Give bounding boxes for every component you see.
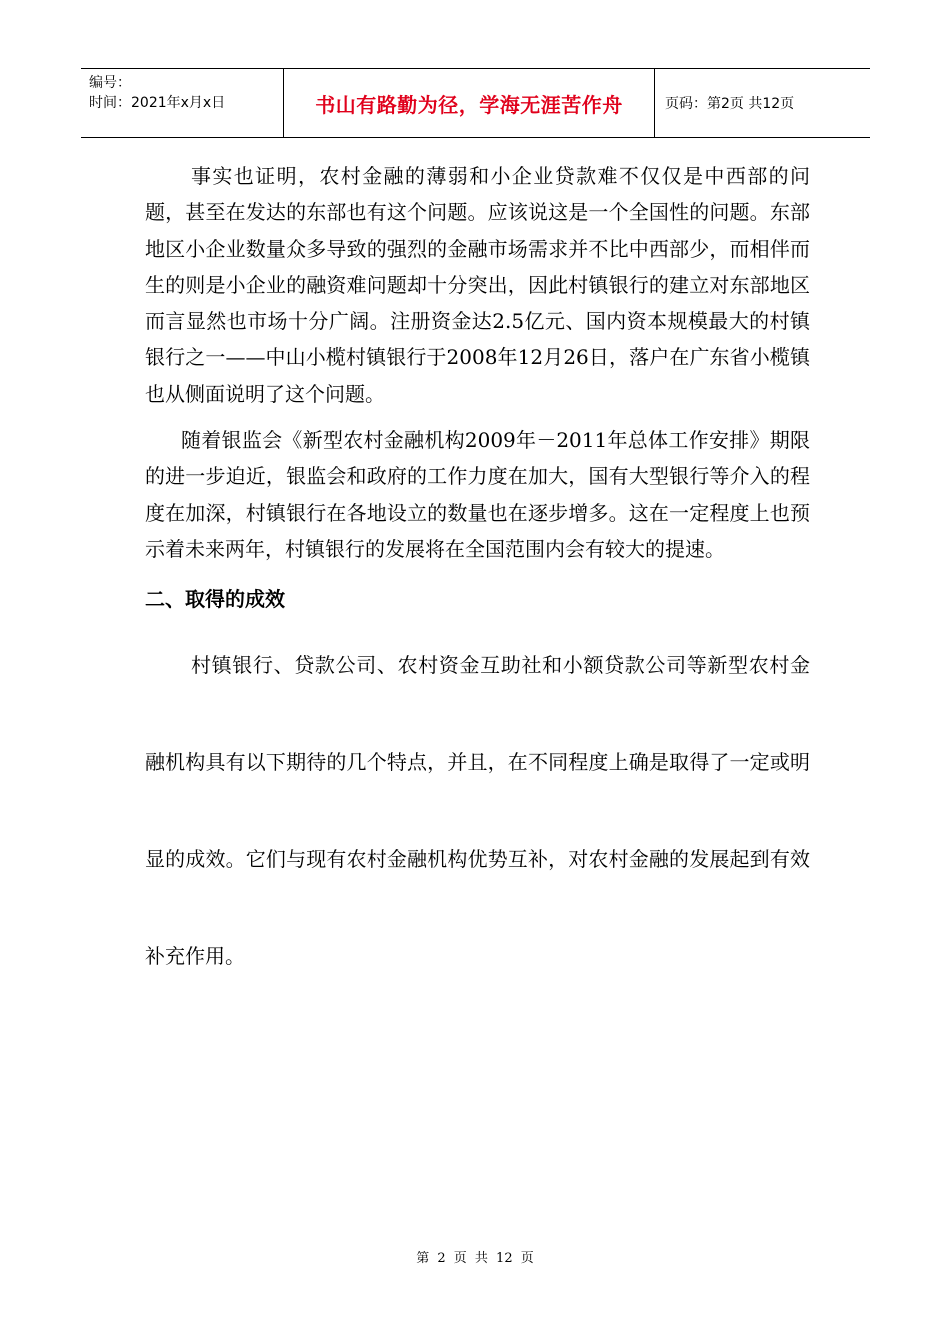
section-heading: 二、取得的成效 <box>145 587 285 612</box>
body-paragraph-2: 随着银监会《新型农村金融机构2009年－2011年总体工作安排》期限的进一步迫近，银监会和政府的工作力度在加大，国有大型银行等介入的程度在加深，村镇银行在各地设立的数量也在逐步增多。这在一定程度上也预示着未来两年，村镇银行的发展将在全国范围内会有较大的提速。 <box>145 428 810 561</box>
body-paragraph-1: 事实也证明，农村金融的薄弱和小企业贷款难不仅仅是中西部的问题，甚至在发达的东部也有这个问题。应该说这是一个全国性的问题。东部地区小企业数量众多导致的强烈的金融市场需求并不比中西部少，而相伴而生的则是小企业的融资难问题却十分突出，因此村镇银行的建立对东部地区而言显然也市场十分广阔。注册资金达2.5亿元、国内资本规模最大的村镇银行之一——中山小榄村镇银行于2008年12月26日，落户在广东省小榄镇也从侧面说明了这个问题。 <box>145 164 810 406</box>
document-body <box>145 158 810 1035</box>
page-header <box>81 68 870 138</box>
page-footer: 第 2 页 共 12 页 <box>416 1251 534 1266</box>
body-paragraph-3: 村镇银行、贷款公司、农村资金互助社和小额贷款公司等新型农村金融机构具有以下期待的几个特点，并且，在不同程度上确是取得了一定或明显的成效。它们与现有农村金融机构优势互补，对农村金融的发展起到有效补充作用。 <box>145 653 810 969</box>
header-page-info: 页码：第2页 共12页 <box>665 96 795 112</box>
document-time-label: 时间：2021年x月x日 <box>89 95 226 111</box>
document-number-label: 编号： <box>89 75 131 91</box>
header-motto: 书山有路勤为径，学海无涯苦作舟 <box>283 69 655 137</box>
header-meta <box>81 69 283 137</box>
